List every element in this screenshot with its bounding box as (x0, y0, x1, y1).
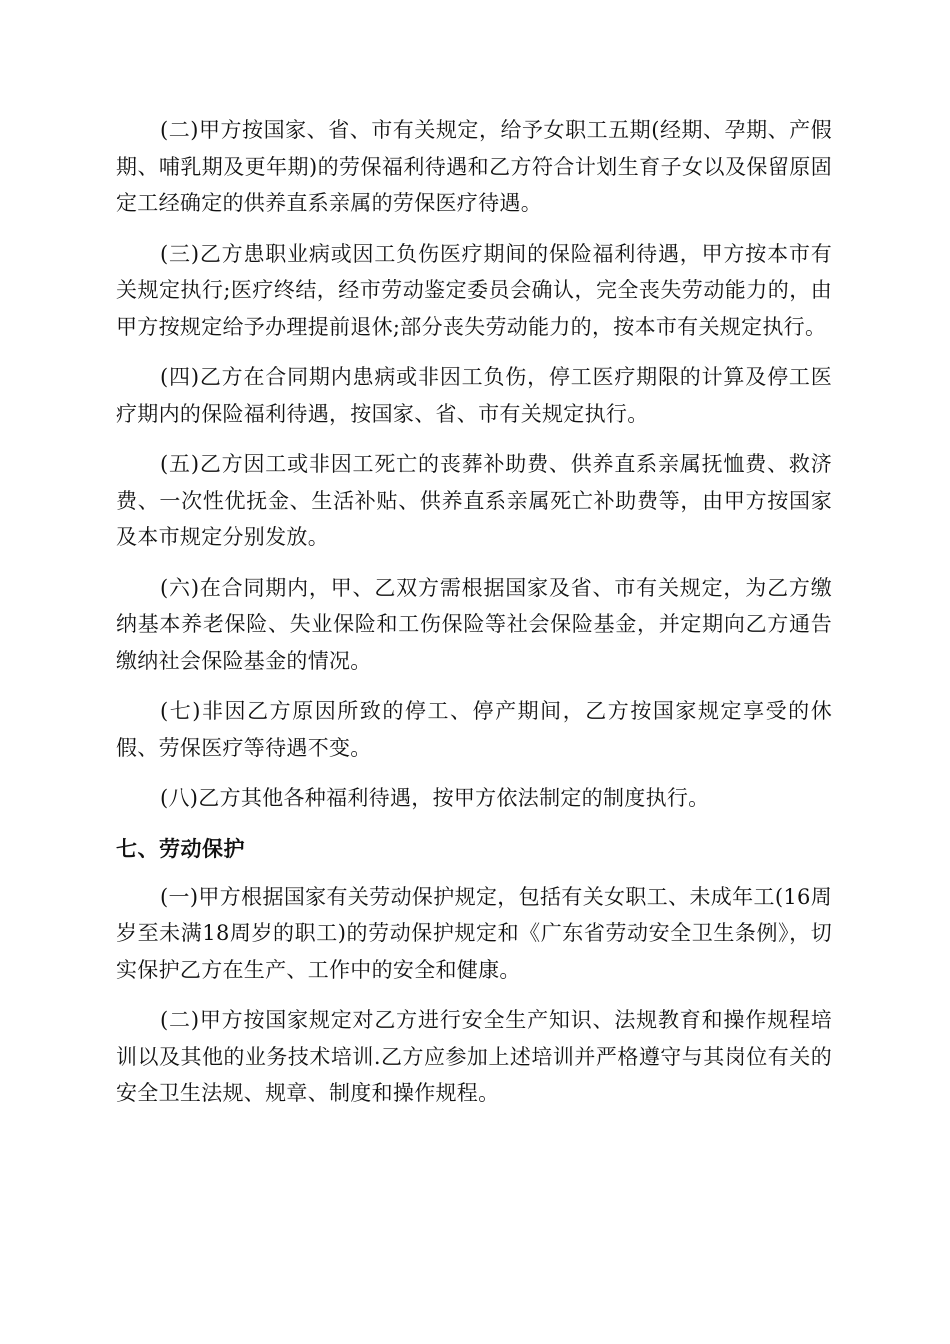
clause-paragraph-5: (五)乙方因工或非因工死亡的丧葬补助费、供养直系亲属抚恤费、救济费、一次性优抚金、生活补贴、供养直系亲属死亡补助费等，由甲方按国家及本市规定分别发放。 (116, 452, 832, 549)
clause-paragraph-4: (四)乙方在合同期内患病或非因工负伤，停工医疗期限的计算及停工医疗期内的保险福利待遇，按国家、省、市有关规定执行。 (116, 365, 832, 426)
clause-paragraph-6: (六)在合同期内，甲、乙双方需根据国家及省、市有关规定，为乙方缴纳基本养老保险、失业保险和工伤保险等社会保险基金，并定期向乙方通告缴纳社会保险基金的情况。 (116, 575, 832, 673)
protection-clause-1: (一)甲方根据国家有关劳动保护规定，包括有关女职工、未成年工(16周岁至未满18周岁的职工)的劳动保护规定和《广东省劳动安全卫生条例》，切实保护乙方在生产、工作中的安全和健康。 (116, 884, 832, 982)
clause-paragraph-2: (二)甲方按国家、省、市有关规定，给予女职工五期(经期、孕期、产假期、哺乳期及更年期)的劳保福利待遇和乙方符合计划生育子女以及保留原固定工经确定的供养直系亲属的劳保医疗待遇。 (116, 118, 832, 215)
document-body (116, 112, 832, 1126)
protection-clause-2: (二)甲方按国家规定对乙方进行安全生产知识、法规教育和操作规程培训以及其他的业务技术培训.乙方应参加上述培训并严格遵守与其岗位有关的安全卫生法规、规章、制度和操作规程。 (116, 1008, 832, 1105)
section-heading-labor-protection: 七、劳动保护 (116, 836, 245, 861)
clause-paragraph-7: (七)非因乙方原因所致的停工、停产期间，乙方按国家规定享受的休假、劳保医疗等待遇不变。 (116, 699, 832, 760)
clause-paragraph-3: (三)乙方患职业病或因工负伤医疗期间的保险福利待遇，甲方按本市有关规定执行;医疗终结，经市劳动鉴定委员会确认，完全丧失劳动能力的，由甲方按规定给予办理提前退休;部分丧失劳动能力的，按本市有关规定执行。 (116, 241, 832, 339)
clause-paragraph-8: (八)乙方其他各种福利待遇，按甲方依法制定的制度执行。 (160, 786, 710, 810)
